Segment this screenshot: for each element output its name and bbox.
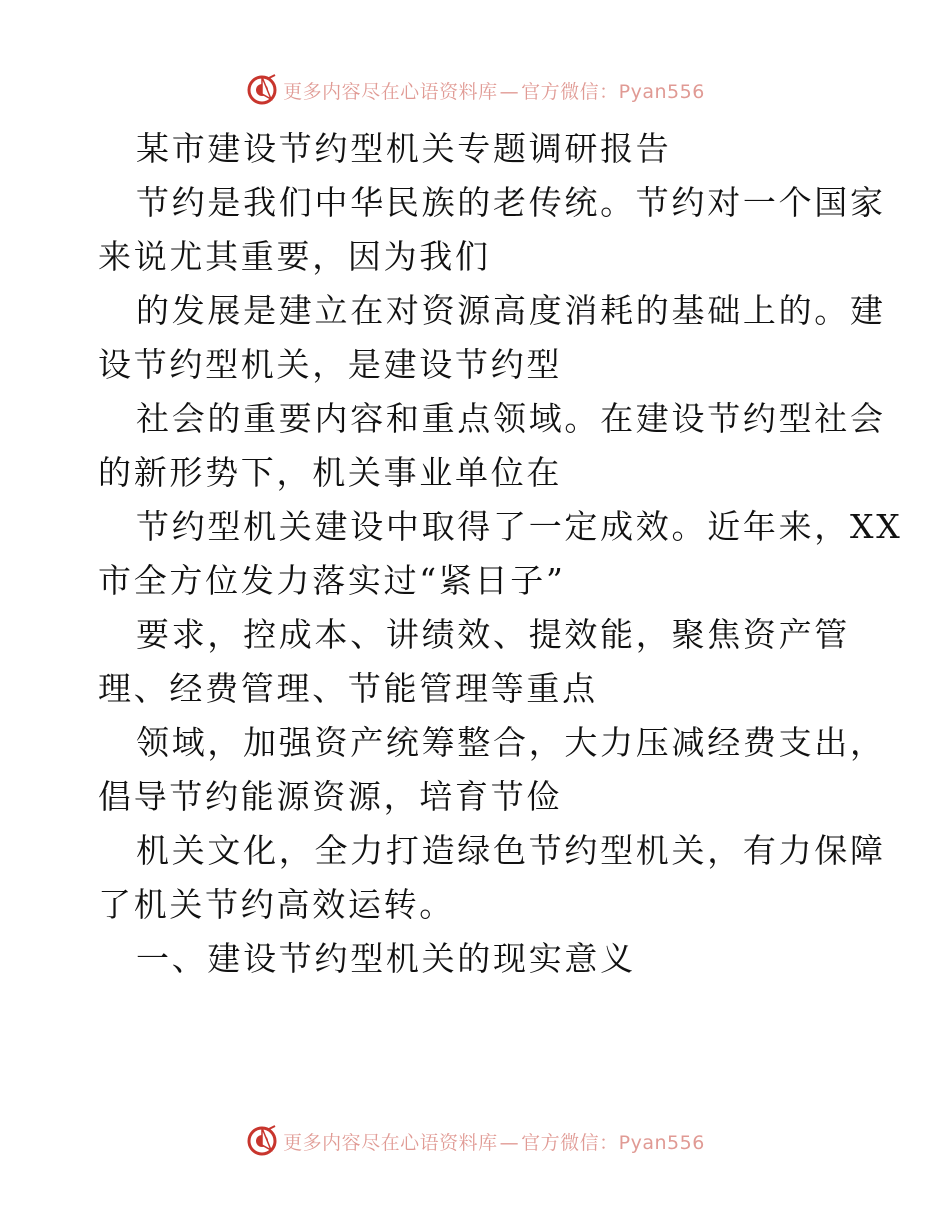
watermark-text: [283, 77, 705, 104]
brand-logo-icon: [245, 73, 279, 107]
paragraph-line: 的发展是建立在对资源高度消耗的基础上的。建: [136, 291, 886, 330]
paragraph-line: 机关文化，全力打造绿色节约型机关，有力保障: [136, 831, 886, 870]
paragraph-line: 的新形势下，机关事业单位在: [98, 453, 563, 492]
paragraph-line: 了机关节约高效运转。: [98, 885, 455, 924]
watermark-main: 更多内容尽在心语资料库: [283, 80, 498, 103]
paragraph-line: 市全方位发力落实过“紧日子”: [98, 561, 566, 600]
paragraph-line: 倡导节约能源资源，培育节俭: [98, 777, 563, 816]
brand-logo-icon: [245, 1124, 279, 1158]
watermark-tail: 官方微信：Pyan556: [521, 80, 705, 103]
watermark-tail: 官方微信：Pyan556: [521, 1131, 705, 1154]
paragraph-line: 社会的重要内容和重点领域。在建设节约型社会: [136, 399, 886, 438]
watermark-header: [0, 70, 950, 110]
paragraph-line: 来说尤其重要，因为我们: [98, 237, 491, 276]
watermark-separator: —: [499, 1131, 520, 1154]
watermark-footer: [0, 1121, 950, 1161]
watermark-separator: —: [499, 80, 520, 103]
watermark-main: 更多内容尽在心语资料库: [283, 1131, 498, 1154]
document-body: [98, 122, 903, 986]
paragraph-line: 领域，加强资产统筹整合，大力压减经费支出，: [136, 723, 886, 762]
paragraph-line: 节约型机关建设中取得了一定成效。近年来，XX: [136, 507, 903, 546]
paragraph-line: 理、经费管理、节能管理等重点: [98, 669, 598, 708]
document-title: 某市建设节约型机关专题调研报告: [136, 129, 672, 168]
paragraph-line: 设节约型机关，是建设节约型: [98, 345, 563, 384]
watermark-text: [283, 1128, 705, 1155]
section-heading: 一、建设节约型机关的现实意义: [136, 939, 636, 978]
paragraph-line: 要求，控成本、讲绩效、提效能，聚焦资产管: [136, 615, 850, 654]
paragraph-line: 节约是我们中华民族的老传统。节约对一个国家: [136, 183, 886, 222]
